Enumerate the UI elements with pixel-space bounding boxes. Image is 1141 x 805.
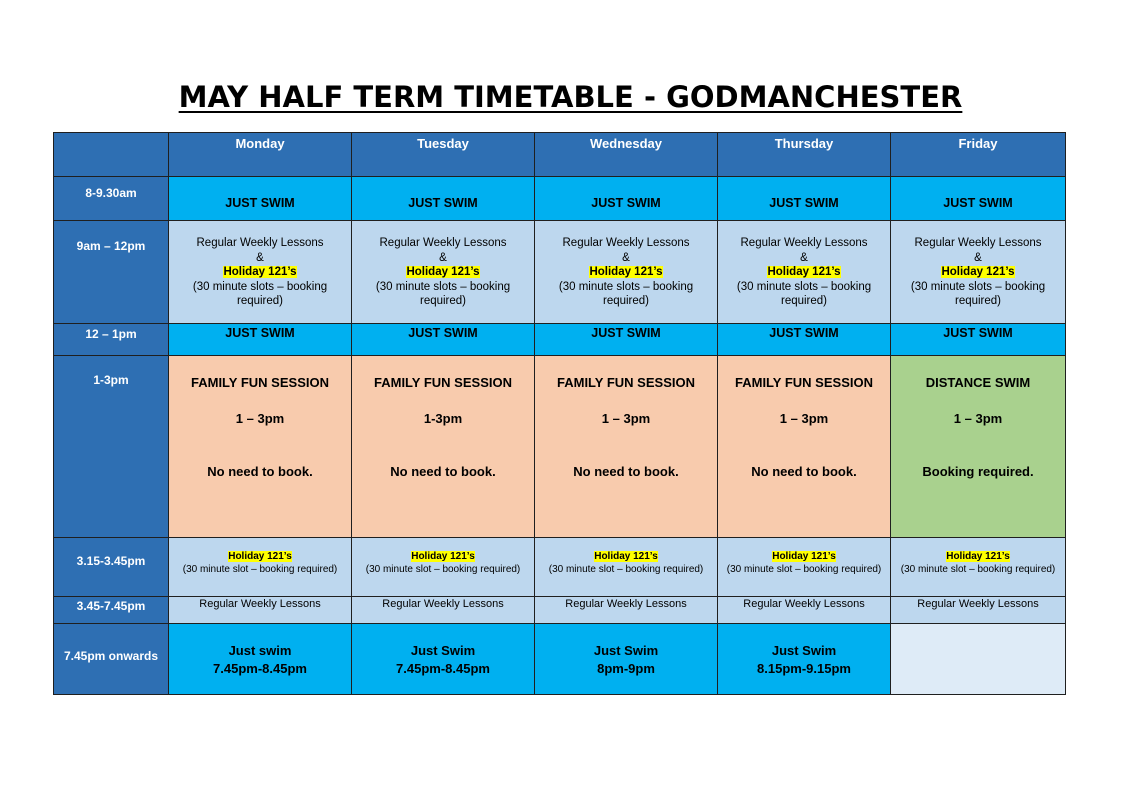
holiday-label: Holiday 121’s [941, 266, 1015, 278]
page-title: MAY HALF TERM TIMETABLE - GODMANCHESTER [178, 80, 963, 114]
header-row [54, 133, 1066, 177]
session-time: 1 – 3pm [235, 411, 285, 426]
session-title: DISTANCE SWIM [925, 375, 1031, 390]
session-cell [718, 356, 891, 538]
holiday-label: Holiday 121’s [228, 551, 292, 562]
slot-note: required) [236, 295, 284, 307]
session-title: Just Swim [771, 643, 837, 658]
session-cell: Regular Weekly Lessons [169, 597, 352, 624]
day-header: Monday [169, 133, 352, 177]
session-title: Just swim [228, 643, 292, 658]
time-cell: 7.45pm onwards [54, 624, 169, 695]
session-cell [718, 221, 891, 324]
session-time: 7.45pm-8.45pm [396, 661, 490, 676]
time-cell: 8-9.30am [54, 177, 169, 221]
lesson-label: Regular Weekly Lessons [740, 237, 868, 249]
slot-note: (30 minute slot – booking required) [182, 564, 338, 575]
session-title: Just Swim [593, 643, 659, 658]
session-title: Just Swim [410, 643, 476, 658]
row-evening [54, 624, 1066, 695]
session-cell [535, 221, 718, 324]
row-holiday-slot [54, 538, 1066, 597]
session-cell: JUST SWIM [718, 324, 891, 356]
row-regular [54, 597, 1066, 624]
session-cell [891, 221, 1066, 324]
ampersand: & [974, 251, 982, 264]
holiday-label: Holiday 121’s [406, 266, 480, 278]
time-cell: 9am – 12pm [54, 221, 169, 324]
session-time: 1-3pm [423, 411, 463, 426]
day-header: Friday [891, 133, 1066, 177]
ampersand: & [800, 251, 808, 264]
ampersand: & [439, 251, 447, 264]
day-header: Tuesday [352, 133, 535, 177]
session-cell [535, 624, 718, 695]
session-time: 8.15pm-9.15pm [757, 661, 851, 676]
session-cell [169, 538, 352, 597]
holiday-label: Holiday 121’s [946, 551, 1010, 562]
session-cell [891, 356, 1066, 538]
session-cell [535, 538, 718, 597]
session-cell [352, 624, 535, 695]
session-time: 1 – 3pm [601, 411, 651, 426]
slot-note: (30 minute slots – booking [192, 280, 328, 293]
session-cell: JUST SWIM [891, 324, 1066, 356]
slot-note: (30 minute slot – booking required) [365, 564, 521, 575]
row-morning [54, 221, 1066, 324]
holiday-label: Holiday 121’s [594, 551, 658, 562]
session-cell [352, 538, 535, 597]
holiday-label: Holiday 121’s [589, 266, 663, 278]
session-cell: JUST SWIM [352, 324, 535, 356]
row-afternoon [54, 356, 1066, 538]
slot-note: (30 minute slots – booking [558, 280, 694, 293]
session-cell [535, 356, 718, 538]
day-header: Wednesday [535, 133, 718, 177]
session-cell: JUST SWIM [535, 324, 718, 356]
session-cell: JUST SWIM [169, 177, 352, 221]
slot-note: (30 minute slot – booking required) [726, 564, 882, 575]
session-time: 1 – 3pm [779, 411, 829, 426]
holiday-label: Holiday 121’s [223, 266, 297, 278]
slot-note: required) [780, 295, 828, 307]
session-cell [169, 624, 352, 695]
lesson-label: Regular Weekly Lessons [196, 237, 324, 249]
session-note: Booking required. [922, 464, 1034, 479]
holiday-label: Holiday 121’s [411, 551, 475, 562]
session-cell [169, 356, 352, 538]
session-title: FAMILY FUN SESSION [191, 375, 329, 390]
corner-cell [54, 133, 169, 177]
session-time: 1 – 3pm [953, 411, 1003, 426]
slot-note: (30 minute slot – booking required) [548, 564, 704, 575]
session-cell: JUST SWIM [891, 177, 1066, 221]
day-header: Thursday [718, 133, 891, 177]
lesson-label: Regular Weekly Lessons [914, 237, 1042, 249]
lesson-label: Regular Weekly Lessons [379, 237, 507, 249]
slot-note: (30 minute slots – booking [910, 280, 1046, 293]
session-note: No need to book. [207, 464, 313, 479]
session-note: No need to book. [751, 464, 857, 479]
session-cell: JUST SWIM [535, 177, 718, 221]
timetable [53, 132, 1066, 695]
session-time: 8pm-9pm [597, 661, 655, 676]
session-cell: Regular Weekly Lessons [718, 597, 891, 624]
session-cell: Regular Weekly Lessons [891, 597, 1066, 624]
session-cell: Regular Weekly Lessons [535, 597, 718, 624]
slot-note: (30 minute slot – booking required) [900, 564, 1056, 575]
slot-note: (30 minute slots – booking [736, 280, 872, 293]
session-cell [718, 624, 891, 695]
empty-cell [891, 624, 1066, 695]
row-early [54, 177, 1066, 221]
session-cell [718, 538, 891, 597]
session-cell [891, 538, 1066, 597]
session-title: FAMILY FUN SESSION [374, 375, 512, 390]
slot-note: required) [954, 295, 1002, 307]
holiday-label: Holiday 121’s [767, 266, 841, 278]
ampersand: & [622, 251, 630, 264]
session-cell [352, 356, 535, 538]
time-cell: 1-3pm [54, 356, 169, 538]
session-title: FAMILY FUN SESSION [735, 375, 873, 390]
time-cell: 3.45-7.45pm [54, 597, 169, 624]
session-note: No need to book. [573, 464, 679, 479]
slot-note: required) [419, 295, 467, 307]
row-midday [54, 324, 1066, 356]
lesson-label: Regular Weekly Lessons [562, 237, 690, 249]
session-note: No need to book. [390, 464, 496, 479]
session-cell [352, 221, 535, 324]
holiday-label: Holiday 121’s [772, 551, 836, 562]
time-cell: 3.15-3.45pm [54, 538, 169, 597]
ampersand: & [256, 251, 264, 264]
session-title: FAMILY FUN SESSION [557, 375, 695, 390]
slot-note: (30 minute slots – booking [375, 280, 511, 293]
session-cell: Regular Weekly Lessons [352, 597, 535, 624]
session-cell: JUST SWIM [718, 177, 891, 221]
session-cell: JUST SWIM [352, 177, 535, 221]
slot-note: required) [602, 295, 650, 307]
session-cell [169, 221, 352, 324]
session-cell: JUST SWIM [169, 324, 352, 356]
session-time: 7.45pm-8.45pm [213, 661, 307, 676]
time-cell: 12 – 1pm [54, 324, 169, 356]
